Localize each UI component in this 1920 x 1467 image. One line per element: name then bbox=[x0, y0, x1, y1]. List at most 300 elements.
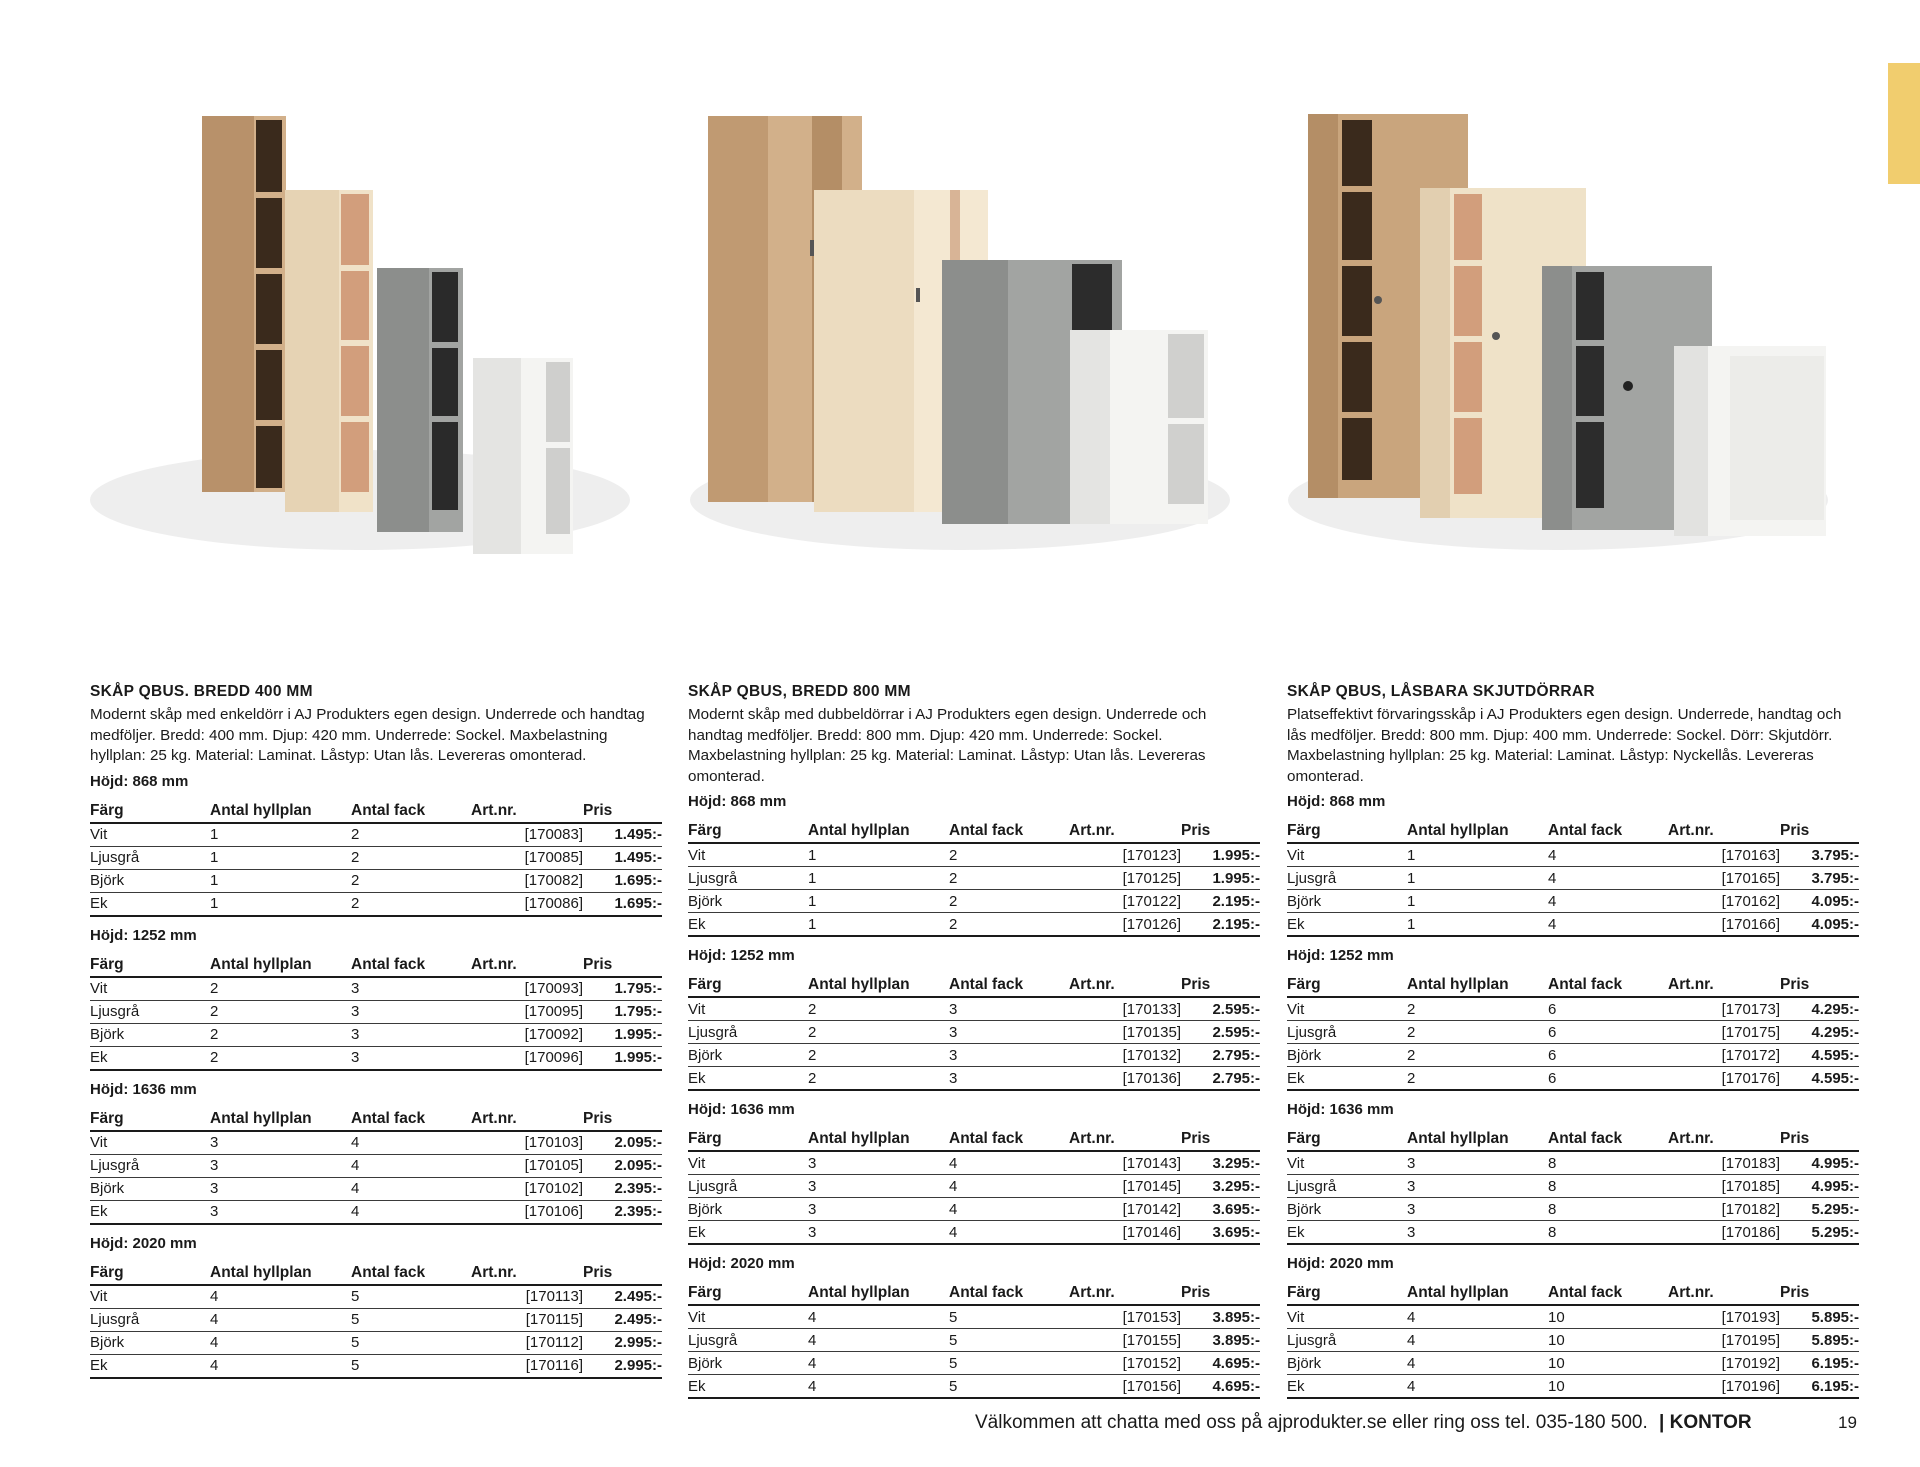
article-number-cell: [170163] bbox=[1668, 843, 1780, 867]
article-number-cell: [170103] bbox=[471, 1131, 583, 1155]
price-cell: 5.295:- bbox=[1780, 1198, 1859, 1221]
table-row bbox=[90, 977, 662, 1001]
height-group bbox=[90, 1081, 662, 1225]
height-group bbox=[688, 1255, 1260, 1399]
article-number-cell: [170122] bbox=[1069, 890, 1181, 913]
height-group bbox=[90, 927, 662, 1071]
table-row bbox=[688, 1021, 1260, 1044]
article-number-cell: [170155] bbox=[1069, 1329, 1181, 1352]
product-description: Modernt skåp med enkeldörr i AJ Produkters egen design. Underrede och handtag medföljer. Bredd: 400 mm. Djup: 420 mm. Underrede: Sockel. Maxbelastning hyllplan: 25 kg. Material: Laminat. Låstyp: Utan lås. Levereras omonterad. bbox=[90, 706, 645, 765]
shelves-cell: 2 bbox=[1407, 1021, 1548, 1044]
shelves-cell: 3 bbox=[210, 1154, 351, 1177]
price-cell: 3.895:- bbox=[1181, 1305, 1260, 1329]
page-number: 19 bbox=[1838, 1413, 1857, 1432]
compartments-cell: 3 bbox=[351, 1000, 471, 1023]
compartments-cell: 3 bbox=[351, 1046, 471, 1070]
shelves-cell: 2 bbox=[210, 977, 351, 1001]
color-cell: Ek bbox=[90, 1200, 210, 1224]
table-row bbox=[1287, 1352, 1859, 1375]
product-title: SKÅP QBUS, LÅSBARA SKJUTDÖRRAR bbox=[1287, 683, 1595, 700]
table-row bbox=[688, 843, 1260, 867]
spec-table bbox=[688, 818, 1260, 937]
color-cell: Vit bbox=[1287, 1305, 1407, 1329]
color-cell: Ek bbox=[1287, 1375, 1407, 1399]
color-cell: Björk bbox=[90, 1177, 210, 1200]
color-cell: Björk bbox=[1287, 1198, 1407, 1221]
shelves-cell: 3 bbox=[808, 1151, 949, 1175]
table-row bbox=[688, 913, 1260, 937]
table-row bbox=[688, 1175, 1260, 1198]
article-number-cell: [170112] bbox=[471, 1331, 583, 1354]
column-header: Antal hyllplan bbox=[808, 1280, 949, 1305]
color-cell: Vit bbox=[688, 843, 808, 867]
article-number-cell: [170192] bbox=[1668, 1352, 1780, 1375]
color-cell: Ljusgrå bbox=[1287, 867, 1407, 890]
article-number-cell: [170126] bbox=[1069, 913, 1181, 937]
shelves-cell: 4 bbox=[808, 1329, 949, 1352]
column-header: Pris bbox=[1181, 1280, 1260, 1305]
price-cell: 3.295:- bbox=[1181, 1151, 1260, 1175]
compartments-cell: 2 bbox=[949, 890, 1069, 913]
price-cell: 4.595:- bbox=[1780, 1067, 1859, 1091]
color-cell: Vit bbox=[90, 977, 210, 1001]
compartments-cell: 3 bbox=[351, 1023, 471, 1046]
shelves-cell: 4 bbox=[808, 1352, 949, 1375]
color-cell: Ljusgrå bbox=[1287, 1175, 1407, 1198]
shelves-cell: 2 bbox=[808, 1067, 949, 1091]
height-label: Höjd: 1636 mm bbox=[1287, 1101, 1394, 1119]
article-number-cell: [170093] bbox=[471, 977, 583, 1001]
table-row bbox=[90, 846, 662, 869]
color-cell: Björk bbox=[90, 1331, 210, 1354]
color-cell: Ek bbox=[688, 1067, 808, 1091]
compartments-cell: 3 bbox=[949, 997, 1069, 1021]
article-number-cell: [170175] bbox=[1668, 1021, 1780, 1044]
shelves-cell: 3 bbox=[210, 1177, 351, 1200]
height-label: Höjd: 868 mm bbox=[688, 793, 787, 811]
table-row bbox=[688, 1151, 1260, 1175]
table-row bbox=[1287, 1175, 1859, 1198]
table-row bbox=[688, 1044, 1260, 1067]
height-label: Höjd: 1252 mm bbox=[90, 926, 197, 944]
shelves-cell: 3 bbox=[210, 1131, 351, 1155]
article-number-cell: [170173] bbox=[1668, 997, 1780, 1021]
compartments-cell: 8 bbox=[1548, 1175, 1668, 1198]
table-row bbox=[688, 1305, 1260, 1329]
compartments-cell: 4 bbox=[949, 1151, 1069, 1175]
price-cell: 2.395:- bbox=[583, 1177, 662, 1200]
shelves-cell: 1 bbox=[1407, 890, 1548, 913]
article-number-cell: [170196] bbox=[1668, 1375, 1780, 1399]
price-cell: 2.795:- bbox=[1181, 1067, 1260, 1091]
table-row bbox=[688, 1067, 1260, 1091]
article-number-cell: [170176] bbox=[1668, 1067, 1780, 1091]
column-header: Pris bbox=[583, 1106, 662, 1131]
price-cell: 3.895:- bbox=[1181, 1329, 1260, 1352]
color-cell: Ek bbox=[688, 913, 808, 937]
column-header: Antal hyllplan bbox=[808, 972, 949, 997]
column-header: Färg bbox=[688, 1126, 808, 1151]
product-image-400 bbox=[60, 100, 640, 560]
column-header: Antal fack bbox=[949, 972, 1069, 997]
column-header: Antal fack bbox=[949, 1280, 1069, 1305]
article-number-cell: [170113] bbox=[471, 1285, 583, 1309]
product-title: SKÅP QBUS. BREDD 400 MM bbox=[90, 683, 313, 700]
article-number-cell: [170102] bbox=[471, 1177, 583, 1200]
column-header: Antal hyllplan bbox=[1407, 1126, 1548, 1151]
column-header: Art.nr. bbox=[1668, 972, 1780, 997]
shelves-cell: 4 bbox=[210, 1285, 351, 1309]
shelves-cell: 2 bbox=[1407, 1067, 1548, 1091]
cabinet-illustration bbox=[60, 100, 640, 560]
column-header: Färg bbox=[90, 1260, 210, 1285]
price-cell: 5.295:- bbox=[1780, 1221, 1859, 1245]
table-row bbox=[688, 997, 1260, 1021]
table-row bbox=[90, 1154, 662, 1177]
article-number-cell: [170143] bbox=[1069, 1151, 1181, 1175]
color-cell: Ljusgrå bbox=[1287, 1021, 1407, 1044]
color-cell: Vit bbox=[90, 1285, 210, 1309]
column-header: Pris bbox=[1181, 972, 1260, 997]
height-label: Höjd: 2020 mm bbox=[688, 1255, 795, 1273]
shelves-cell: 3 bbox=[1407, 1151, 1548, 1175]
color-cell: Ek bbox=[1287, 1221, 1407, 1245]
product-description: Platseffektivt förvaringsskåp i AJ Produkters egen design. Underrede, handtag och lås medföljer. Bredd: 800 mm. Djup: 400 mm. Underrede: Sockel. Dörr: Skjutdörr. Maxbelastning hyllplan: 25 kg. Material: Laminat. Låstyp: Nyckellås. Levereras omonterad. bbox=[1287, 706, 1842, 785]
price-cell: 1.695:- bbox=[583, 869, 662, 892]
article-number-cell: [170105] bbox=[471, 1154, 583, 1177]
height-group bbox=[688, 1101, 1260, 1245]
price-cell: 1.495:- bbox=[583, 846, 662, 869]
table-row bbox=[1287, 1375, 1859, 1399]
color-cell: Björk bbox=[1287, 1044, 1407, 1067]
column-header: Antal hyllplan bbox=[808, 1126, 949, 1151]
table-row bbox=[1287, 1067, 1859, 1091]
color-cell: Vit bbox=[90, 1131, 210, 1155]
price-cell: 1.995:- bbox=[583, 1046, 662, 1070]
compartments-cell: 2 bbox=[949, 843, 1069, 867]
table-row bbox=[1287, 913, 1859, 937]
column-header: Färg bbox=[688, 1280, 808, 1305]
shelves-cell: 2 bbox=[210, 1046, 351, 1070]
compartments-cell: 6 bbox=[1548, 1067, 1668, 1091]
article-number-cell: [170125] bbox=[1069, 867, 1181, 890]
compartments-cell: 6 bbox=[1548, 1021, 1668, 1044]
price-cell: 6.195:- bbox=[1780, 1352, 1859, 1375]
color-cell: Ljusgrå bbox=[90, 846, 210, 869]
compartments-cell: 4 bbox=[1548, 913, 1668, 937]
column-header: Antal hyllplan bbox=[808, 818, 949, 843]
footer-contact bbox=[975, 1412, 1752, 1434]
color-cell: Ljusgrå bbox=[1287, 1329, 1407, 1352]
compartments-cell: 5 bbox=[351, 1285, 471, 1309]
article-number-cell: [170165] bbox=[1668, 867, 1780, 890]
shelves-cell: 4 bbox=[1407, 1329, 1548, 1352]
color-cell: Ljusgrå bbox=[688, 867, 808, 890]
shelves-cell: 4 bbox=[1407, 1305, 1548, 1329]
compartments-cell: 4 bbox=[949, 1198, 1069, 1221]
footer-section: | KONTOR bbox=[1659, 1412, 1752, 1433]
shelves-cell: 2 bbox=[808, 1044, 949, 1067]
column-header: Antal hyllplan bbox=[210, 798, 351, 823]
cabinet-illustration bbox=[1258, 100, 1838, 560]
spec-table bbox=[90, 798, 662, 917]
shelves-cell: 3 bbox=[1407, 1175, 1548, 1198]
spec-table bbox=[1287, 972, 1859, 1091]
height-group bbox=[1287, 793, 1859, 937]
shelves-cell: 3 bbox=[808, 1175, 949, 1198]
price-cell: 3.795:- bbox=[1780, 843, 1859, 867]
height-group bbox=[1287, 1101, 1859, 1245]
shelves-cell: 4 bbox=[210, 1331, 351, 1354]
spec-table bbox=[90, 952, 662, 1071]
price-cell: 4.295:- bbox=[1780, 1021, 1859, 1044]
column-header: Antal fack bbox=[949, 818, 1069, 843]
shelves-cell: 3 bbox=[808, 1221, 949, 1245]
compartments-cell: 3 bbox=[351, 977, 471, 1001]
table-row bbox=[90, 1331, 662, 1354]
table-row bbox=[1287, 1044, 1859, 1067]
compartments-cell: 10 bbox=[1548, 1375, 1668, 1399]
color-cell: Ljusgrå bbox=[90, 1154, 210, 1177]
price-cell: 1.995:- bbox=[1181, 843, 1260, 867]
article-number-cell: [170082] bbox=[471, 869, 583, 892]
compartments-cell: 3 bbox=[949, 1044, 1069, 1067]
table-row bbox=[1287, 1151, 1859, 1175]
table-row bbox=[90, 1308, 662, 1331]
color-cell: Björk bbox=[688, 1352, 808, 1375]
compartments-cell: 5 bbox=[949, 1305, 1069, 1329]
column-header: Art.nr. bbox=[1668, 818, 1780, 843]
column-header: Antal fack bbox=[1548, 1280, 1668, 1305]
price-cell: 1.795:- bbox=[583, 977, 662, 1001]
price-cell: 6.195:- bbox=[1780, 1375, 1859, 1399]
article-number-cell: [170153] bbox=[1069, 1305, 1181, 1329]
price-cell: 2.195:- bbox=[1181, 890, 1260, 913]
color-cell: Ljusgrå bbox=[688, 1329, 808, 1352]
spec-table bbox=[688, 1280, 1260, 1399]
column-header: Art.nr. bbox=[1069, 818, 1181, 843]
shelves-cell: 2 bbox=[808, 997, 949, 1021]
height-group bbox=[688, 947, 1260, 1091]
article-number-cell: [170186] bbox=[1668, 1221, 1780, 1245]
column-header: Färg bbox=[90, 952, 210, 977]
shelves-cell: 3 bbox=[1407, 1198, 1548, 1221]
shelves-cell: 4 bbox=[210, 1308, 351, 1331]
product-description: Modernt skåp med dubbeldörrar i AJ Produkters egen design. Underrede och handtag medföljer. Bredd: 800 mm. Djup: 420 mm. Underrede: Sockel. Maxbelastning hyllplan: 25 kg. Material: Laminat. Låstyp: Utan lås. Levereras omonterad. bbox=[688, 706, 1207, 785]
price-cell: 2.195:- bbox=[1181, 913, 1260, 937]
article-number-cell: [170135] bbox=[1069, 1021, 1181, 1044]
article-number-cell: [170095] bbox=[471, 1000, 583, 1023]
column-header: Art.nr. bbox=[1668, 1126, 1780, 1151]
column-header: Antal hyllplan bbox=[1407, 972, 1548, 997]
shelves-cell: 4 bbox=[808, 1375, 949, 1399]
color-cell: Ek bbox=[90, 892, 210, 916]
shelves-cell: 2 bbox=[1407, 1044, 1548, 1067]
shelves-cell: 1 bbox=[808, 890, 949, 913]
compartments-cell: 2 bbox=[949, 913, 1069, 937]
table-row bbox=[1287, 1021, 1859, 1044]
table-row bbox=[90, 1131, 662, 1155]
column-header: Pris bbox=[1780, 972, 1859, 997]
table-row bbox=[688, 890, 1260, 913]
table-row bbox=[90, 1046, 662, 1070]
compartments-cell: 8 bbox=[1548, 1198, 1668, 1221]
color-cell: Björk bbox=[1287, 890, 1407, 913]
price-cell: 4.995:- bbox=[1780, 1175, 1859, 1198]
column-header: Art.nr. bbox=[1069, 1280, 1181, 1305]
compartments-cell: 4 bbox=[949, 1175, 1069, 1198]
table-row bbox=[90, 1354, 662, 1378]
compartments-cell: 4 bbox=[351, 1177, 471, 1200]
compartments-cell: 4 bbox=[949, 1221, 1069, 1245]
spec-table bbox=[688, 972, 1260, 1091]
product-column-800 bbox=[688, 683, 1260, 1399]
shelves-cell: 1 bbox=[210, 869, 351, 892]
shelves-cell: 3 bbox=[210, 1200, 351, 1224]
price-cell: 1.695:- bbox=[583, 892, 662, 916]
column-header: Antal fack bbox=[351, 952, 471, 977]
article-number-cell: [170172] bbox=[1668, 1044, 1780, 1067]
shelves-cell: 1 bbox=[210, 823, 351, 847]
shelves-cell: 1 bbox=[1407, 867, 1548, 890]
table-row bbox=[1287, 1198, 1859, 1221]
height-group bbox=[1287, 1255, 1859, 1399]
shelves-cell: 1 bbox=[1407, 913, 1548, 937]
color-cell: Vit bbox=[1287, 1151, 1407, 1175]
column-header: Pris bbox=[1780, 1126, 1859, 1151]
article-number-cell: [170152] bbox=[1069, 1352, 1181, 1375]
spec-table bbox=[90, 1106, 662, 1225]
shelves-cell: 4 bbox=[1407, 1375, 1548, 1399]
price-cell: 2.995:- bbox=[583, 1354, 662, 1378]
price-cell: 4.095:- bbox=[1780, 890, 1859, 913]
table-row bbox=[688, 1329, 1260, 1352]
price-cell: 2.595:- bbox=[1181, 997, 1260, 1021]
compartments-cell: 3 bbox=[949, 1067, 1069, 1091]
compartments-cell: 4 bbox=[351, 1131, 471, 1155]
column-header: Pris bbox=[583, 1260, 662, 1285]
height-group bbox=[1287, 947, 1859, 1091]
table-row bbox=[688, 1375, 1260, 1399]
shelves-cell: 4 bbox=[808, 1305, 949, 1329]
price-cell: 5.895:- bbox=[1780, 1305, 1859, 1329]
shelves-cell: 1 bbox=[808, 913, 949, 937]
price-cell: 2.795:- bbox=[1181, 1044, 1260, 1067]
shelves-cell: 1 bbox=[808, 867, 949, 890]
price-cell: 1.995:- bbox=[583, 1023, 662, 1046]
column-header: Antal hyllplan bbox=[1407, 1280, 1548, 1305]
compartments-cell: 4 bbox=[351, 1200, 471, 1224]
color-cell: Ek bbox=[688, 1375, 808, 1399]
table-row bbox=[90, 1177, 662, 1200]
cabinet-illustration bbox=[660, 100, 1240, 560]
compartments-cell: 5 bbox=[949, 1352, 1069, 1375]
shelves-cell: 4 bbox=[1407, 1352, 1548, 1375]
compartments-cell: 4 bbox=[1548, 890, 1668, 913]
color-cell: Ljusgrå bbox=[688, 1175, 808, 1198]
color-cell: Björk bbox=[688, 1044, 808, 1067]
shelves-cell: 1 bbox=[210, 892, 351, 916]
table-row bbox=[688, 1221, 1260, 1245]
compartments-cell: 2 bbox=[351, 846, 471, 869]
article-number-cell: [170086] bbox=[471, 892, 583, 916]
product-image-sliding bbox=[1258, 100, 1838, 560]
article-number-cell: [170136] bbox=[1069, 1067, 1181, 1091]
table-row bbox=[1287, 997, 1859, 1021]
price-cell: 2.595:- bbox=[1181, 1021, 1260, 1044]
article-number-cell: [170182] bbox=[1668, 1198, 1780, 1221]
color-cell: Ljusgrå bbox=[90, 1308, 210, 1331]
price-cell: 4.295:- bbox=[1780, 997, 1859, 1021]
article-number-cell: [170156] bbox=[1069, 1375, 1181, 1399]
table-row bbox=[688, 867, 1260, 890]
price-cell: 3.795:- bbox=[1780, 867, 1859, 890]
column-header: Art.nr. bbox=[471, 1260, 583, 1285]
price-cell: 1.495:- bbox=[583, 823, 662, 847]
compartments-cell: 3 bbox=[949, 1021, 1069, 1044]
column-header: Pris bbox=[1181, 818, 1260, 843]
color-cell: Vit bbox=[688, 1305, 808, 1329]
color-cell: Ek bbox=[688, 1221, 808, 1245]
product-title: SKÅP QBUS, BREDD 800 MM bbox=[688, 683, 911, 700]
shelves-cell: 3 bbox=[1407, 1221, 1548, 1245]
table-row bbox=[90, 1000, 662, 1023]
color-cell: Björk bbox=[90, 869, 210, 892]
shelves-cell: 1 bbox=[210, 846, 351, 869]
article-number-cell: [170183] bbox=[1668, 1151, 1780, 1175]
article-number-cell: [170162] bbox=[1668, 890, 1780, 913]
table-row bbox=[688, 1352, 1260, 1375]
article-number-cell: [170085] bbox=[471, 846, 583, 869]
column-header: Antal hyllplan bbox=[1407, 818, 1548, 843]
compartments-cell: 5 bbox=[949, 1329, 1069, 1352]
color-cell: Ek bbox=[1287, 913, 1407, 937]
column-header: Färg bbox=[90, 1106, 210, 1131]
column-header: Art.nr. bbox=[471, 1106, 583, 1131]
price-cell: 2.495:- bbox=[583, 1308, 662, 1331]
column-header: Antal fack bbox=[351, 798, 471, 823]
article-number-cell: [170106] bbox=[471, 1200, 583, 1224]
table-row bbox=[90, 869, 662, 892]
color-cell: Vit bbox=[1287, 997, 1407, 1021]
article-number-cell: [170142] bbox=[1069, 1198, 1181, 1221]
spec-table bbox=[1287, 1126, 1859, 1245]
table-row bbox=[688, 1198, 1260, 1221]
spec-table bbox=[90, 1260, 662, 1379]
table-row bbox=[90, 892, 662, 916]
spec-table bbox=[1287, 818, 1859, 937]
table-row bbox=[1287, 1305, 1859, 1329]
color-cell: Björk bbox=[688, 1198, 808, 1221]
price-cell: 4.695:- bbox=[1181, 1352, 1260, 1375]
column-header: Färg bbox=[1287, 818, 1407, 843]
color-cell: Vit bbox=[90, 823, 210, 847]
footer-text: Välkommen att chatta med oss på ajprodukter.se eller ring oss tel. 035-180 500. bbox=[975, 1412, 1648, 1433]
compartments-cell: 6 bbox=[1548, 997, 1668, 1021]
color-cell: Ek bbox=[1287, 1067, 1407, 1091]
height-group bbox=[90, 1235, 662, 1379]
column-header: Pris bbox=[1780, 818, 1859, 843]
column-header: Antal hyllplan bbox=[210, 1106, 351, 1131]
price-cell: 2.495:- bbox=[583, 1285, 662, 1309]
compartments-cell: 5 bbox=[351, 1331, 471, 1354]
column-header: Färg bbox=[1287, 1280, 1407, 1305]
color-cell: Ljusgrå bbox=[688, 1021, 808, 1044]
price-cell: 3.295:- bbox=[1181, 1175, 1260, 1198]
article-number-cell: [170083] bbox=[471, 823, 583, 847]
table-row bbox=[90, 1023, 662, 1046]
column-header: Antal fack bbox=[1548, 818, 1668, 843]
